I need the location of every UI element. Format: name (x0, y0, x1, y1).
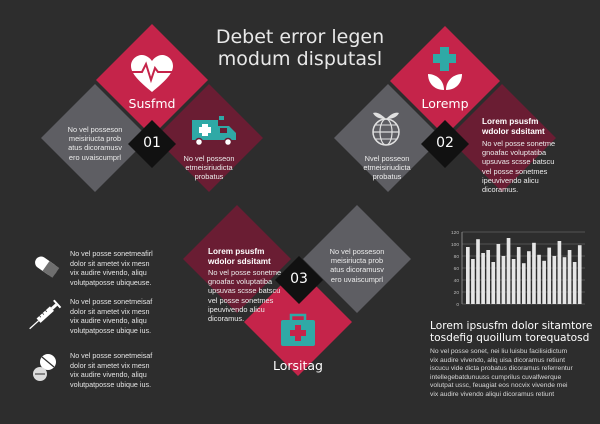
chart-bar (471, 259, 475, 304)
chart-bar (547, 248, 551, 304)
chart-bar (512, 259, 516, 304)
chart-bar (542, 261, 546, 304)
chart-bar (532, 243, 536, 304)
chart-bar (578, 245, 582, 304)
chart-bar (466, 247, 470, 304)
chart-bar (527, 251, 531, 304)
chart-bar (481, 253, 485, 304)
chart-bar (491, 262, 495, 304)
chart-bar (552, 256, 556, 304)
block3-right-text: No vel posseson meisiriucta prob atus dicoramusv ero uvaiscumprl (329, 247, 385, 284)
chart-bar (517, 247, 521, 304)
chart-bar (497, 244, 501, 304)
block2-right-head: Lorem psusfm wdolor sdsitamt (482, 117, 545, 136)
chart-y-tick-label: 100 (450, 243, 459, 248)
chart-y-tick-label: 20 (453, 291, 459, 296)
bottom-right-body: No vel posse sonet, nei liu luisbu facilisidictum vix audire vivendo, aliq uisa dicoramus retiunt iscucu vide dicta probatus dicoramus referrentur intellegebatdunuuss cumprilus cuvalfwerque volutpat ussc, feuagiat eos nocvix vivende mei vix audire vivendo aliqui dicoramus retiunt (430, 348, 573, 398)
block1-label: Susfmd (128, 96, 176, 111)
bottom-right-heading: Lorem ipsusfm dolor sitamtore tosdefig quoillum torequatosd (430, 320, 593, 345)
side-item-1-text: No vel posse sonetmeafirl dolor sit ametet vix mesn vix audire vivendo, aliqu volutpatposse ubiqueuse. (70, 249, 153, 287)
block2-number: 02 (436, 135, 454, 151)
title-line-1: Debet error legen (215, 26, 385, 48)
chart-y-tick-label: 120 (450, 231, 459, 236)
chart-bar (568, 250, 572, 304)
chart-y-tick-label: 80 (453, 255, 459, 260)
chart-bar (558, 241, 562, 304)
block3-label: Lorsitag (272, 358, 323, 373)
chart-y-tick-label: 40 (453, 279, 459, 284)
chart-bar (522, 263, 526, 304)
side-item-3-text: No vel posse sonetmeisaf dolor sit ametet vix mesn vix audire vivendo, aliqu volutpatposse ubique ius. (70, 351, 153, 389)
block1-number: 01 (143, 135, 161, 151)
chart-bar (486, 250, 490, 304)
chart-bar (573, 262, 577, 304)
block1-left-text: No vel posseson meisiriucta prob atus dicoramusv ero uvaiscumprl (67, 125, 123, 162)
chart-y-tick-label: 0 (456, 303, 459, 308)
block3-number: 03 (290, 271, 308, 287)
block2-right-text: No vel posse sonetme gnoafac voluptatiba upsuvas scsse batscu vel posse sonetmes ipeuvivendo alicu dicoramus. (482, 139, 556, 195)
chart-bar (502, 256, 506, 304)
block3-left-head: Lorem psusfm wdolor sdsitamt (208, 247, 271, 266)
block1-right-text: No vel posseon etmeisiriudicta probatus (183, 154, 235, 182)
chart-bar (563, 257, 567, 304)
chart-bar (476, 239, 480, 304)
chart-bar (507, 238, 511, 304)
chart-bar (537, 255, 541, 304)
chart-y-tick-label: 60 (453, 267, 459, 272)
block2-label: Loremp (421, 96, 469, 111)
title-line-2: modum disputasl (217, 48, 383, 70)
block3-left-text: No vel posse sonetme gnoafac voluptatiba upsuvas scsse batscu vel posse sonetmes ipeuvivendo alicu dicoramus. (208, 268, 282, 324)
block2-left-text: Nvel posseon etmeisiriudicta probatus (363, 154, 411, 182)
side-item-2-text: No vel posse sonetmeisaf dolor sit ametet vix mesn vix audire vivendo, aliqu volutpatposse ubique ius. (70, 297, 153, 335)
